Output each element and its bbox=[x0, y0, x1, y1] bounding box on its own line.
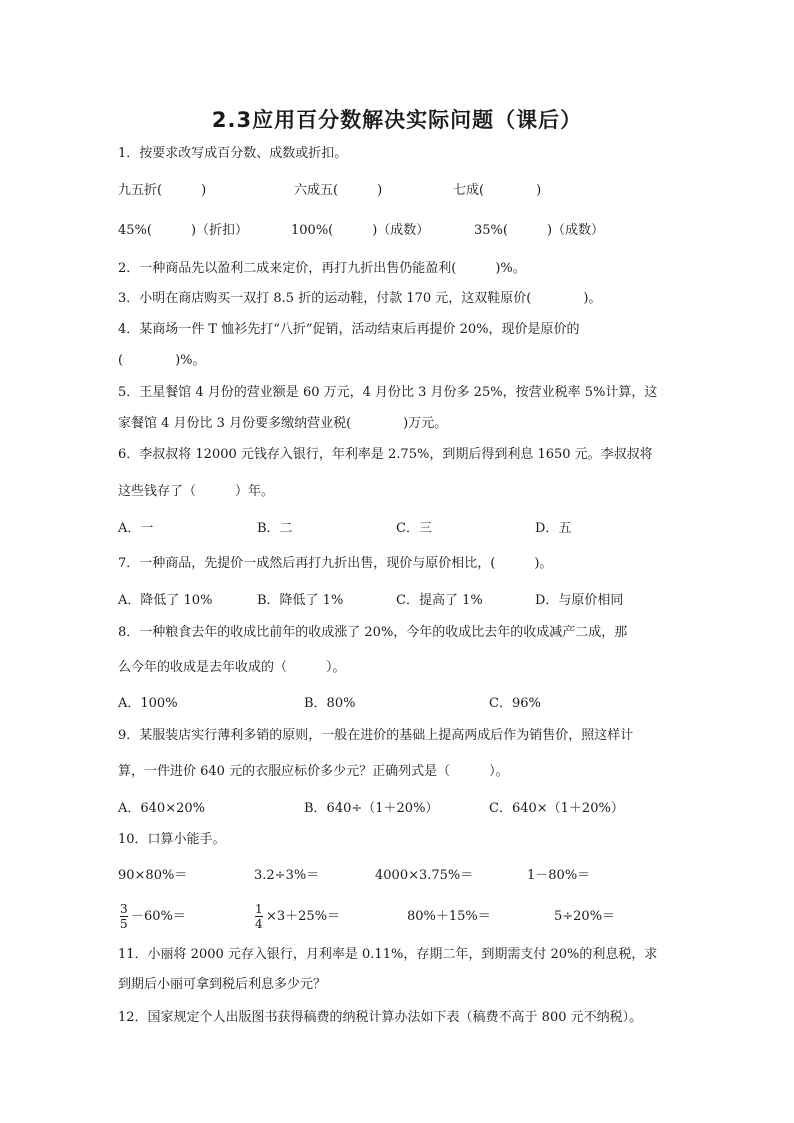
q7-option-d: D．与原价相同 bbox=[535, 593, 624, 608]
q9-option-a: A．640×20% bbox=[118, 801, 205, 816]
q10-calc-4: 1－80%＝ bbox=[527, 868, 591, 883]
question-8-line-2: 么今年的收成是去年收成的（ ）。 bbox=[118, 660, 346, 675]
q6-option-b: B．二 bbox=[257, 521, 293, 536]
q8-option-b: B．80% bbox=[304, 696, 356, 711]
q7-option-a: A．降低了 10% bbox=[118, 593, 213, 608]
question-10-stem: 10．口算小能手。 bbox=[118, 832, 226, 847]
q6-option-a: A．一 bbox=[118, 521, 154, 536]
question-7: 7．一种商品，先提价一成然后再打九折出售，现价与原价相比，( )。 bbox=[118, 556, 553, 571]
q10-calc-6: ×3＋25%＝ bbox=[266, 909, 341, 924]
question-9-line-2: 算，一件进价 640 元的衣服应标价多少元？正确列式是（ ）。 bbox=[118, 764, 509, 779]
q7-option-c: C．提高了 1% bbox=[396, 593, 483, 608]
q1-item-4: 45%( )（折扣） bbox=[118, 223, 249, 238]
question-11-line-1: 11．小丽将 2000 元存入银行，月利率是 0.11%，存期二年，到期需支付 20%的利息税，求 bbox=[118, 947, 658, 962]
fraction-denominator: 4 bbox=[255, 917, 263, 931]
q10-calc-7: 80%＋15%＝ bbox=[407, 909, 491, 924]
question-11-line-2: 到期后小丽可拿到税后利息多少元？ bbox=[118, 977, 327, 992]
q8-option-c: C．96% bbox=[489, 696, 541, 711]
q10-calc-8: 5÷20%＝ bbox=[554, 909, 616, 924]
question-2: 2．一种商品先以盈利二成来定价，再打九折出售仍能盈利( )%。 bbox=[118, 261, 526, 276]
q1-item-6: 35%( )（成数） bbox=[474, 223, 605, 238]
q10-fraction-three-fifths bbox=[120, 903, 128, 930]
q1-item-2: 六成五( ) bbox=[294, 183, 383, 198]
q9-option-c: C．640×（1＋20%） bbox=[489, 801, 624, 816]
question-5-line-2: 家餐馆 4 月份比 3 月份要多缴纳营业税( )万元。 bbox=[118, 416, 448, 431]
question-12: 12．国家规定个人出版图书获得稿费的纳税计算办法如下表（稿费不高于 800 元不纳税）。 bbox=[118, 1010, 643, 1025]
fraction-denominator: 5 bbox=[120, 917, 128, 931]
q1-item-1: 九五折( ) bbox=[118, 183, 207, 198]
q7-option-b: B．降低了 1% bbox=[257, 593, 344, 608]
question-8-line-1: 8．一种粮食去年的收成比前年的收成涨了 20%，今年的收成比去年的收成减产二成，那 bbox=[118, 625, 628, 640]
question-3: 3．小明在商店购买一双打 8.5 折的运动鞋，付款 170 元，这双鞋原价( )。 bbox=[118, 291, 602, 306]
question-1-stem: 1．按要求改写成百分数、成数或折扣。 bbox=[118, 146, 348, 161]
q9-option-b: B．640÷（1＋20%） bbox=[304, 801, 439, 816]
fraction-numerator: 3 bbox=[120, 902, 128, 916]
q6-option-c: C．三 bbox=[396, 521, 432, 536]
q10-calc-1: 90×80%＝ bbox=[118, 868, 188, 883]
question-9-line-1: 9．某服装店实行薄利多销的原则，一般在进价的基础上提高两成后作为销售价，照这样计 bbox=[118, 728, 634, 743]
q10-fraction-one-quarter bbox=[255, 903, 263, 930]
page-title: 2.3应用百分数解决实际问题（课后） bbox=[211, 108, 583, 132]
q1-item-3: 七成( ) bbox=[453, 183, 542, 198]
fraction-numerator: 1 bbox=[255, 902, 263, 916]
question-5-line-1: 5．王星餐馆 4 月份的营业额是 60 万元，4 月份比 3 月份多 25%，按营业税率 5%计算，这 bbox=[118, 385, 658, 400]
question-6-line-2: 这些钱存了（ ）年。 bbox=[118, 484, 275, 499]
question-4-line-1: 4．某商场一件 T 恤衫先打“八折”促销，活动结束后再提价 20%，现价是原价的 bbox=[118, 322, 580, 337]
question-4-line-2: ( )%。 bbox=[118, 353, 206, 368]
q10-calc-2: 3.2÷3%＝ bbox=[254, 868, 320, 883]
q1-item-5: 100%( )（成数） bbox=[291, 223, 430, 238]
q10-calc-3: 4000×3.75%＝ bbox=[375, 868, 474, 883]
q6-option-d: D．五 bbox=[535, 521, 572, 536]
q10-calc-5: －60%＝ bbox=[131, 909, 186, 924]
q8-option-a: A．100% bbox=[118, 696, 178, 711]
question-6-line-1: 6．李叔叔将 12000 元钱存入银行，年利率是 2.75%，到期后得到利息 1650 元。李叔叔将 bbox=[118, 447, 653, 462]
